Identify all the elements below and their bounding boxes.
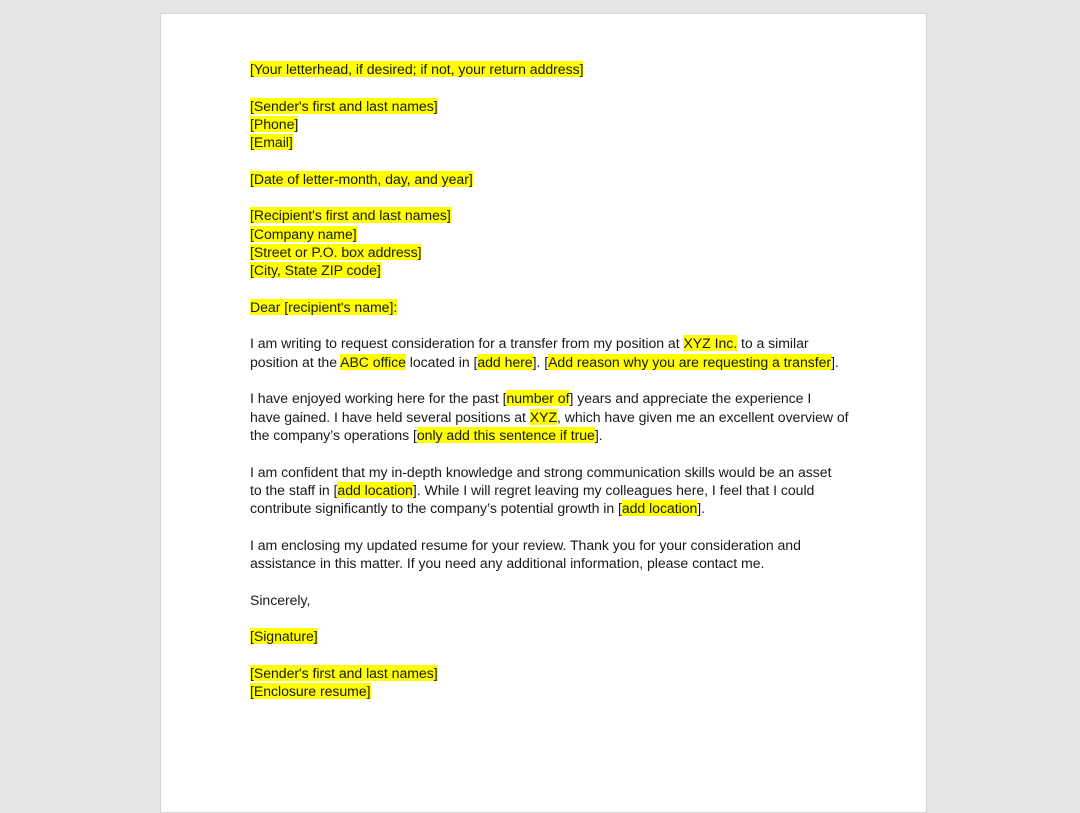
text: to the staff in [ — [250, 481, 338, 498]
text: have gained. I have held several positions at — [250, 408, 530, 425]
date-placeholder: [Date of letter-month, day, and year] — [250, 170, 473, 187]
salutation: Dear [recipient's name]: — [250, 298, 398, 315]
highlighted-text: Add reason why you are requesting a transfer — [548, 353, 832, 370]
highlighted-text: XYZ Inc. — [683, 335, 738, 352]
letterhead-line — [250, 60, 850, 78]
company-name-placeholder: [Company name] — [250, 225, 357, 242]
document-page — [160, 13, 927, 813]
paragraph-2-line-1 — [250, 389, 850, 407]
letter-body — [250, 60, 850, 700]
closing-names-placeholder: [Sender's first and last names] — [250, 664, 438, 681]
city-state-zip-line — [250, 261, 850, 279]
paragraph-4-line-1 — [250, 536, 850, 554]
paragraph-4-line-2 — [250, 554, 850, 572]
street-line — [250, 243, 850, 261]
text: ]. While I will regret leaving my colleagues here, I feel that I could — [412, 481, 815, 498]
highlighted-text: number of — [506, 390, 570, 407]
paragraph-1-line-2 — [250, 353, 850, 371]
email-placeholder: [Email] — [250, 134, 293, 151]
highlighted-text: add location — [337, 481, 413, 498]
highlighted-text: add location — [621, 500, 698, 517]
signature-placeholder: [Signature] — [250, 628, 318, 645]
street-placeholder: [Street or P.O. box address] — [250, 243, 422, 260]
date-line — [250, 170, 850, 188]
paragraph-2-line-3 — [250, 426, 850, 444]
text: I have enjoyed working here for the past [ — [250, 390, 507, 407]
highlighted-text: ABC office — [340, 353, 406, 370]
phone-line — [250, 115, 850, 133]
highlighted-text: XYZ — [529, 408, 558, 425]
text: to a similar — [737, 335, 809, 352]
paragraph-1-line-1 — [250, 334, 850, 352]
enclosure-line — [250, 682, 850, 700]
text: the company’s operations [ — [250, 426, 417, 443]
closing-names-line — [250, 664, 850, 682]
enclosure-placeholder: [Enclosure resume] — [250, 683, 371, 700]
text: position at the — [250, 353, 341, 370]
closing: Sincerely, — [250, 591, 311, 608]
text: ]. — [697, 500, 706, 517]
phone-placeholder: [Phone] — [250, 115, 299, 132]
highlighted-text: only add this sentence if true — [416, 426, 595, 443]
paragraph-2-line-2 — [250, 408, 850, 426]
signature-line — [250, 627, 850, 645]
text: I am writing to request consideration for a transfer from my position at — [250, 335, 684, 352]
email-line — [250, 133, 850, 151]
company-name-line — [250, 225, 850, 243]
salutation-line — [250, 298, 850, 316]
text: I am confident that my in-depth knowledge and strong communication skills would be an asset — [250, 463, 832, 480]
text: contribute significantly to the company’s potential growth in [ — [250, 500, 622, 517]
text: ] years and appreciate the experience I — [569, 390, 812, 407]
paragraph-3-line-2 — [250, 481, 850, 499]
recipient-names-placeholder: [Recipient's first and last names] — [250, 207, 451, 224]
recipient-names-line — [250, 206, 850, 224]
text: ]. [ — [532, 353, 549, 370]
closing-line — [250, 591, 850, 609]
paragraph-3-line-1 — [250, 463, 850, 481]
text: ]. — [831, 353, 839, 370]
text: assistance in this matter. If you need any additional information, please contact me. — [250, 555, 765, 572]
text: I am enclosing my updated resume for your review. Thank you for your consideration and — [250, 536, 801, 553]
text: , which have given me an excellent overview of — [557, 408, 849, 425]
text: ]. — [594, 426, 603, 443]
letterhead-placeholder: [Your letterhead, if desired; if not, your return address] — [250, 61, 584, 77]
sender-names-line — [250, 97, 850, 115]
city-state-zip-placeholder: [City, State ZIP code] — [250, 262, 381, 279]
paragraph-3-line-3 — [250, 499, 850, 517]
sender-names-placeholder: [Sender's first and last names] — [250, 97, 438, 114]
highlighted-text: add here — [477, 353, 533, 370]
text: located in [ — [405, 353, 478, 370]
